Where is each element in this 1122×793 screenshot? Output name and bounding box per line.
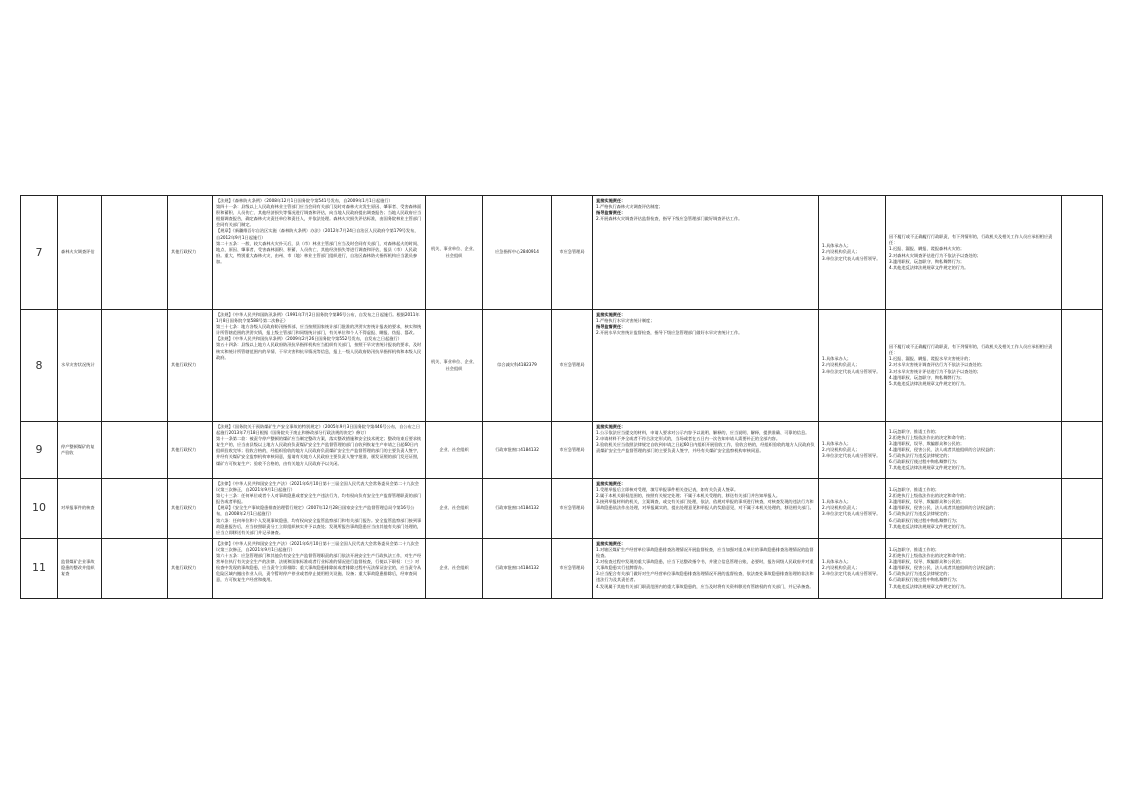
basis-line: 【法律】《中华人民共和国安全生产法》（2021年6月10日第十三届全国人民代表大会常务委员会第二十九次会议第三次修正，自2021年9月1日起施行）	[216, 481, 419, 493]
liability-line: 7.其他违反法律法规规章文件规定的行为。	[889, 583, 969, 589]
legal-basis	[213, 538, 426, 598]
responsible-dept: 市应急管理局	[552, 538, 593, 598]
liability-line: 4.其他违反法律法规规章文件规定的行为。	[889, 264, 969, 270]
basis-line: 【法规】《中华人民共和国抗旱条例》（2009年2月26日国务院令第552号发布，自发布之日起施行）	[216, 336, 402, 342]
power-category: 其他行政权力	[168, 422, 213, 479]
liability-line: 2.拒绝执行上级依法作出的决定和命令的；	[889, 553, 969, 559]
undertaker-line: 3.单位法定代表人或分管领导。	[822, 453, 881, 459]
undertaker-line: 3.单位法定代表人或分管领导。	[822, 571, 881, 577]
row-number: 7	[21, 196, 58, 310]
liability-line: 5.其他违反法律法规规章文件规定的行为。	[889, 380, 969, 386]
duty-items	[593, 310, 819, 422]
basis-line: 第五十四条：县级以上地方人民政府防汛抗旱指挥机构应当组织有关部门，按照干旱灾害统计报表的要求，及时核实和统计所管辖范围内的旱情、干旱灾害和抗旱情况等信息，报上一级人民政府防汛抗旱指挥机构和本级人民政府。	[216, 342, 422, 360]
responsible-office: 行政审批窗口4184132	[483, 422, 552, 479]
empty-cell	[102, 310, 168, 422]
duty-items	[593, 538, 819, 598]
basis-line: 【规章】《新疆维吾尔自治区实施〈森林防火条例〉办法》（2012年7月24日自治区人民政府令第179号发布，自2012年9月1日起施行）	[216, 228, 419, 240]
basis-line: 【法规】《森林防火条例》（2008年12月1日国务院令第541号发布，自2009年1月1日起施行）	[216, 198, 393, 203]
responsible-dept: 市应急管理局	[552, 310, 593, 422]
liability-line: 3.对水旱灾害统计评估进行为不依法予以查处的；	[889, 368, 981, 374]
item-name: 停产整顿煤矿的复产验收	[58, 422, 102, 479]
duty-line: 直接实施责任：	[596, 481, 626, 486]
liability-line: 5.行政执法行为违反法律规定的；	[889, 453, 952, 459]
liability-line: 6.行政职权行使过程中徇私舞弊行为；	[889, 577, 960, 583]
responsible-dept: 市应急管理局	[552, 422, 593, 479]
table-row	[21, 479, 1103, 539]
duty-items	[593, 422, 819, 479]
duty-line: 1.严格执行水旱灾害统计制度；	[596, 318, 655, 324]
undertaker-line: 3.单位法定代表人或分管领导。	[822, 255, 881, 261]
item-name: 森林火灾调查评估	[58, 196, 102, 310]
duty-line: 3.应当配合有关部门做好对生产经营单位事故隐患排查治理情况开展的监督检查，依法查处事故隐患排查治理的非法和违法行为及其责任者。	[596, 571, 814, 583]
row-number: 11	[21, 538, 58, 598]
duty-line: 1.对辖区煤矿生产经营单位事故隐患排查治理情况开展监督检查，应当加强对重点单位的事故隐患排查治理情况的监督检查。	[596, 546, 814, 559]
power-category: 其他行政权力	[168, 310, 213, 422]
power-category: 其他行政权力	[168, 196, 213, 310]
duty-line: 2.对检查过程中发现的重大事故隐患，应当下达整改指令书，并建立信息管理台账，必要时，报告同级人民政府并对重大事故隐患实行挂牌督办。	[596, 559, 814, 571]
duty-items	[593, 479, 819, 539]
remarks	[1062, 538, 1103, 598]
duty-line: 3.验收机关应当依照法律规定自收到申请之日起60日内组织开展验收工作，验收合格的，经组织验收的地方人民政府负责煤矿安全生产监督管理的部门的主要负责人签字，并经有关煤矿安全监察机构审核同意。	[596, 442, 815, 454]
basis-line: 【法律】《中华人民共和国安全生产法》（2021年6月10日第十三届全国人民代表大会常务委员会第二十九次会议第三次修正，自2021年9月1日起施行）	[216, 540, 419, 552]
undertaker-line: 2.内设机构负责人；	[822, 565, 860, 571]
basis-line: 【法规】《国务院关于预防煤矿生产安全事故的特别规定》（2005年9月3日国务院令第446号公布，自公布之日起施行2013年7月18日根据《国务院关于废止和修改部分行政法规的决定》修订）	[216, 424, 421, 436]
legal-basis	[213, 196, 426, 310]
table-row	[21, 422, 1103, 479]
liability-line: 5.行政执法行为违反法律规定的；	[889, 511, 952, 517]
undertaker-line: 1.具体承办人；	[822, 356, 852, 362]
responsible-office: 行政审批窗口4184132	[483, 479, 552, 539]
table-row	[21, 196, 1103, 310]
liability-line: 5.行政执法行为违反法律规定的；	[889, 571, 952, 577]
legal-basis	[213, 479, 426, 539]
table-body	[21, 196, 1103, 599]
liability-line: 4.滥用职权，侵害公民、法人或者其他组织的合法权益的；	[889, 446, 998, 452]
responsible-persons	[819, 310, 886, 422]
power-category: 其他行政权力	[168, 479, 213, 539]
responsible-office: 应急指挥中心2840914	[483, 196, 552, 310]
liability-line: 3.滥用职权，误导、欺骗群众和公民的；	[889, 559, 965, 565]
item-name: 对举报事件的核查	[58, 479, 102, 539]
table-row	[21, 310, 1103, 422]
basis-line: 【法规】《中华人民共和国防汛条例》（1991年7月2日国务院令第86号公布，自发布之日起施行。根据2011年1月8日国务院令第588号第二次修正）	[216, 312, 420, 324]
basis-line: 第三十七条：地方各级人民政府防汛指挥部，应当按照国家统计部门批准的洪涝灾害统计报表的要求，核实和统计所管辖范围的洪涝灾情，报上级主管部门和同级统计部门，有关单位和个人不得虚报、瞒报、伪报、篡改。	[216, 324, 422, 336]
basis-line: 第二十五条：一般、较大森林火灾扑灭后，县（市）林业主管部门应当及时会同有关部门，对森林起火的时间、地点、原因、肇事者，受害森林面积、积蓄，人员伤亡，其他经济损失等进行调查和评估，报县（市）人民政府。重大、特别重大森林火灾，由州、市（地）林业主管部门组织进行，自治区森林防火指挥机构应当派员参加。	[216, 240, 422, 264]
power-category: 其他行政权力	[168, 538, 213, 598]
responsible-persons	[819, 422, 886, 479]
liability-line: 因不履行或不正确履行行政职责，有下列情形的，行政机关及相关工作人员应承担相应责任：	[889, 234, 1053, 246]
item-name: 水旱灾害状况统计	[58, 310, 102, 422]
liability-line: 6.行政职权行使过程中徇私舞弊行为；	[889, 517, 960, 523]
undertaker-line: 1.具体承办人；	[822, 440, 852, 446]
duty-line: 2.开展水旱灾害统计监督检查，指导下级应急管理部门做好水旱灾害统计工作。	[596, 330, 743, 336]
implementing-subject: 企业、社会组织	[426, 538, 483, 598]
undertaker-line: 1.具体承办人；	[822, 499, 852, 505]
empty-cell	[102, 422, 168, 479]
liability-line: 1.迟报、漏报、瞒报、谎报森林火灾的；	[889, 246, 965, 252]
empty-cell	[102, 479, 168, 539]
liability-line: 2.拒绝执行上级依法作出的决定和命令的；	[889, 434, 969, 440]
responsible-persons	[819, 196, 886, 310]
power-list-table	[20, 195, 1103, 599]
undertaker-line: 2.内设机构负责人；	[822, 362, 860, 368]
accountability	[886, 196, 1062, 310]
accountability	[886, 422, 1062, 479]
remarks	[1062, 196, 1103, 310]
duty-line: 指导监督责任：	[596, 324, 626, 330]
implementing-subject: 企业、社会组织	[426, 479, 483, 539]
item-name: 监督煤矿企业事故隐患的整改并组织复查	[58, 538, 102, 598]
undertaker-line: 3.单位法定代表人或分管领导。	[822, 368, 881, 374]
remarks	[1062, 422, 1103, 479]
liability-line: 4.滥用职权，侵害公民、法人或者其他组织的合法权益的；	[889, 505, 998, 511]
duty-line: 1.严格执行森林火灾调查评估制度；	[596, 204, 663, 210]
liability-line: 6.行政职权行使过程中徇私舞弊行为；	[889, 459, 960, 465]
undertaker-line: 2.内设机构负责人；	[822, 249, 860, 255]
liability-line: 3.滥用职权，误导、欺骗群众和公民的；	[889, 440, 965, 446]
row-number: 10	[21, 479, 58, 539]
basis-line: 第六十五条：应急管理部门和其他负有安全生产监督管理职责的部门依法开展安全生产行政执法工作，对生产经营单位执行有关安全生产的法律、法规和国家标准或者行业标准的情况进行监督检查，行使以下职权：（三）对检查中发现的事故隐患，应当责令立即排除；重大事故隐患排除前或者排除过程中无法保证安全的，应当责令从危险区域内撤出作业人员，责令暂时停产停业或者停止使用相关设施、设备；重大事故隐患排除后，经审查同意，方可恢复生产经营和使用。	[216, 553, 422, 583]
liability-line: 4.滥用职权，侵害公民、法人或者其他组织的合法权益的；	[889, 565, 998, 571]
row-number: 8	[21, 310, 58, 422]
table-row	[21, 538, 1103, 598]
responsible-dept: 市应急管理局	[552, 479, 593, 539]
liability-line: 2.对森林火灾调查评估进行为不依法予以查处的；	[889, 252, 981, 258]
liability-line: 4.滥用职权、玩忽职守、徇私舞弊行为；	[889, 374, 965, 380]
basis-line: 第四十一条：县级以上人民政府林业主管部门应当会同有关部门及时对森林火灾发生原因、肇事者、受害森林面积和蓄积、人员伤亡、其他经济损失等情况进行调查和评估，向当地人民政府提出调查报告；当地人民政府应当根据调查报告，确定森林火灾责任单位和责任人，并依法处理。森林火灾损失评估标准，由国务院林业主管部门会同有关部门制定。	[216, 204, 422, 228]
empty-cell	[102, 538, 168, 598]
basis-line: 第六条：任何单位和个人发现事故隐患，均有权向安全监管监察部门和有关部门报告。安全监管监察部门接到事故隐患报告后，应当按照职责分工立即组织核实并予以查处；发现所报告事故隐患应当由其他有关部门处理的，应当立即移送有关部门并记录备查。	[216, 517, 422, 535]
remarks	[1062, 479, 1103, 539]
liability-line: 1.玩忽职守、推诿工作的；	[889, 487, 940, 493]
duty-line: 直接实施责任：	[596, 540, 626, 546]
duty-line: 直接实施责任：	[596, 424, 626, 429]
duty-line: 1.受理举报后立即核对受理，填写举报事件相关登记表，如有关负责人签章。	[596, 487, 739, 493]
undertaker-line: 1.具体承办人；	[822, 243, 852, 249]
responsible-office: 综合减灾科4182379	[483, 310, 552, 422]
undertaker-line: 3.单位法定代表人或分管领导。	[822, 511, 881, 517]
basis-line: 第七十三条：任何单位或者个人对事故隐患或者安全生产违法行为，均有权向负有安全生产监督管理职责的部门报告或者举报。	[216, 493, 422, 505]
responsible-dept: 市应急管理局	[552, 196, 593, 310]
duty-line: 1.公示依法应当提交的材料，申请人要求对公示内容予以说明、解释的，应当说明、解释，提供准确、可靠的信息。	[596, 430, 810, 436]
duty-line: 2.开展森林火灾调查评估监督检查，指导下级应急管理部门做好调查评估工作。	[596, 216, 743, 222]
legal-basis	[213, 310, 426, 422]
undertaker-line: 1.具体承办人；	[822, 559, 852, 565]
liability-line: 1.迟报、漏报、瞒报、谎报水旱灾害统计的；	[889, 356, 973, 362]
liability-line: 2.对水旱灾害统计调查评估行为不依法予以查处的；	[889, 362, 986, 368]
duty-line: 2.属于本机关职权范围的，按照有关规定处理；不属于本机关受理的，移送有关部门并告知举报人。	[596, 493, 781, 499]
duty-line: 指导监督责任：	[596, 210, 626, 216]
remarks	[1062, 310, 1103, 422]
duty-line: 2.申请材料不齐全或者不符合法定形式的，当场或者在五日内一次告知申请人需要补正的全部内容。	[596, 436, 781, 442]
empty-cell	[102, 196, 168, 310]
responsible-office: 行政审批窗口4184132	[483, 538, 552, 598]
liability-line: 2.拒绝执行上级依法作出的决定和命令的；	[889, 493, 969, 499]
duty-line: 直接实施责任：	[596, 198, 626, 203]
duty-items	[593, 196, 819, 310]
duty-line: 3.接到举报材料的机关，立案调查，或交有关部门处理，依法、依规对举报的事项进行核查，对核查发现的违法行为和事故隐患依法作出处理，对举报属实的，提出处理意见和举报人的奖励意见，对不属于本机关处理的，移送相关部门。	[596, 499, 814, 511]
undertaker-line: 2.内设机构负责人；	[822, 446, 860, 452]
duty-line: 4.发现属于其他有关部门职责范围内的重大事故隐患的，应当及时将有关资料移送有管辖权的有关部门，并记录备查。	[596, 583, 814, 589]
accountability	[886, 479, 1062, 539]
implementing-subject: 机关、事业单位、企业、社会组织	[426, 310, 483, 422]
liability-line: 7.其他违反法律法规规章文件规定的行为。	[889, 523, 969, 529]
legal-basis	[213, 422, 426, 479]
basis-line: 【规章】《安全生产事故隐患排查治理暂行规定》（2007年12月28日国家安全生产监督管理总局令第16号公布，自2008年2月1日起施行）	[216, 505, 415, 517]
liability-line: 3.滥用职权、玩忽职守、徇私舞弊行为；	[889, 258, 965, 264]
liability-line: 7.其他违反法律法规规章文件规定的行为。	[889, 465, 969, 471]
liability-line: 因不履行或不正确履行行政职责，有下列情形的，行政机关及相关工作人员应承担相应责任：	[889, 344, 1053, 356]
basis-line: 第十一条第二款：被责令停产整顿的煤矿应当制定整改方案，落实整改措施和安全技术规定；整改结束后要求恢复生产的，应当由县级以上地方人民政府负责煤矿安全生产监督管理的部门自收到恢复生产申请之日起60日内组织验收完毕；验收合格的，经组织验收的地方人民政府负责煤矿安全生产监督管理的部门的主要负责人签字，并经有关煤矿安全监察机构审核同意，报请有关地方人民政府主要负责人签字批准，颁发证照的部门发还证照，煤矿方可恢复生产；验收不合格的，由有关地方人民政府予以关闭。	[216, 436, 422, 466]
responsible-persons	[819, 538, 886, 598]
row-number: 9	[21, 422, 58, 479]
accountability	[886, 538, 1062, 598]
liability-line: 1.玩忽职守、推诿工作的；	[889, 428, 940, 434]
undertaker-line: 2.内设机构负责人；	[822, 505, 860, 511]
liability-line: 1.玩忽职守、推诿工作的；	[889, 547, 940, 553]
implementing-subject: 企业、社会组织	[426, 422, 483, 479]
duty-line: 直接实施责任：	[596, 312, 626, 317]
implementing-subject: 机关、事业单位、企业、社会组织	[426, 196, 483, 310]
responsible-persons	[819, 479, 886, 539]
accountability	[886, 310, 1062, 422]
liability-line: 3.滥用职权，误导、欺骗群众和公民的；	[889, 499, 965, 505]
